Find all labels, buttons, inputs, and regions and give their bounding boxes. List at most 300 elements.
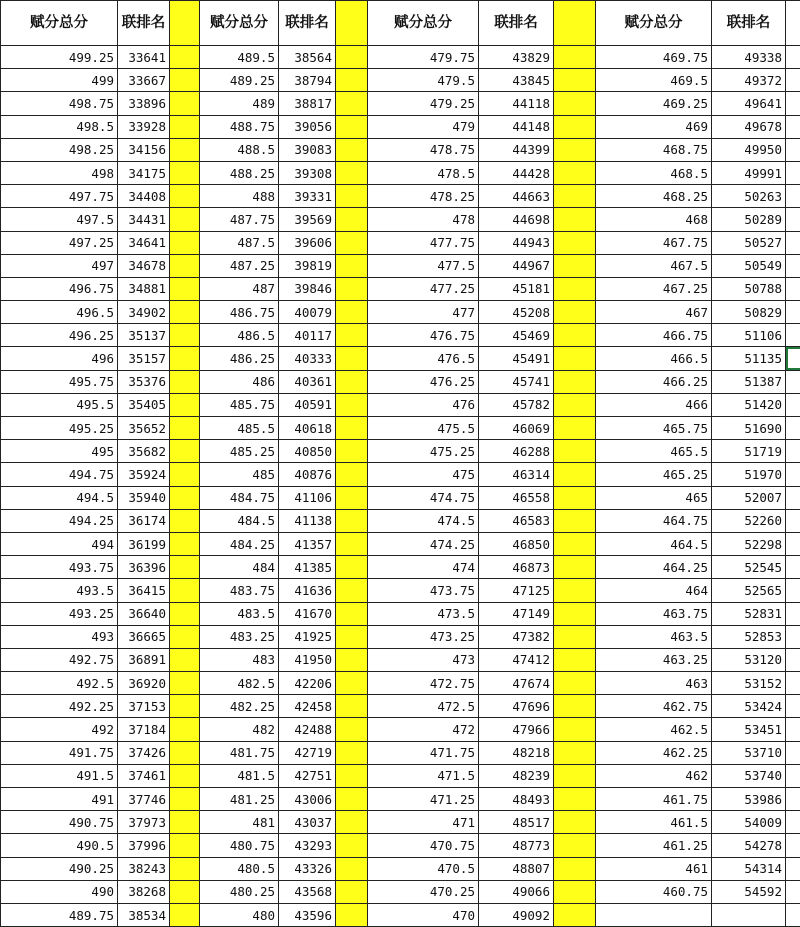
score-cell[interactable]: 464.5	[596, 532, 712, 555]
score-cell[interactable]: 467.5	[596, 254, 712, 277]
rank-cell[interactable]: 45208	[479, 301, 554, 324]
score-cell[interactable]: 479.5	[368, 69, 479, 92]
score-cell[interactable]: 474.75	[368, 486, 479, 509]
score-cell[interactable]: 492	[1, 718, 118, 741]
yellow-separator-cell[interactable]	[554, 46, 596, 69]
rank-cell[interactable]: 47149	[479, 602, 554, 625]
rank-cell[interactable]: 40079	[279, 301, 336, 324]
rank-cell[interactable]	[712, 903, 786, 926]
yellow-separator-cell[interactable]	[554, 532, 596, 555]
score-cell[interactable]: 467	[596, 301, 712, 324]
score-cell[interactable]: 484	[200, 556, 279, 579]
score-cell[interactable]: 495.75	[1, 370, 118, 393]
score-cell[interactable]: 478	[368, 208, 479, 231]
score-cell[interactable]: 485	[200, 463, 279, 486]
rank-cell[interactable]: 48517	[479, 811, 554, 834]
yellow-separator-cell[interactable]	[336, 672, 368, 695]
score-cell[interactable]: 483.25	[200, 625, 279, 648]
rank-cell[interactable]: 39308	[279, 161, 336, 184]
rank-cell[interactable]: 45782	[479, 393, 554, 416]
score-cell[interactable]: 477.5	[368, 254, 479, 277]
empty-cell[interactable]	[786, 718, 800, 741]
yellow-separator-cell[interactable]	[336, 92, 368, 115]
rank-cell[interactable]: 36396	[118, 556, 170, 579]
rank-cell[interactable]: 51719	[712, 440, 786, 463]
rank-cell[interactable]: 36199	[118, 532, 170, 555]
score-cell[interactable]: 478.5	[368, 161, 479, 184]
yellow-separator-cell[interactable]	[554, 486, 596, 509]
rank-cell[interactable]: 52545	[712, 556, 786, 579]
score-cell[interactable]: 469.75	[596, 46, 712, 69]
rank-cell[interactable]: 47674	[479, 672, 554, 695]
empty-cell[interactable]	[786, 811, 800, 834]
yellow-separator-column[interactable]	[170, 1, 200, 46]
score-cell[interactable]: 490.5	[1, 834, 118, 857]
rank-cell[interactable]: 40117	[279, 324, 336, 347]
rank-cell[interactable]: 35940	[118, 486, 170, 509]
rank-cell[interactable]: 51387	[712, 370, 786, 393]
yellow-separator-cell[interactable]	[170, 46, 200, 69]
rank-cell[interactable]: 48773	[479, 834, 554, 857]
score-cell[interactable]: 492.5	[1, 672, 118, 695]
yellow-separator-cell[interactable]	[554, 92, 596, 115]
rank-cell[interactable]: 54592	[712, 880, 786, 903]
rank-cell[interactable]: 52007	[712, 486, 786, 509]
score-cell[interactable]: 499.25	[1, 46, 118, 69]
rank-cell[interactable]: 43596	[279, 903, 336, 926]
rank-cell[interactable]: 46850	[479, 532, 554, 555]
score-cell[interactable]: 475	[368, 463, 479, 486]
rank-cell[interactable]: 34408	[118, 185, 170, 208]
rank-cell[interactable]: 42719	[279, 741, 336, 764]
yellow-separator-cell[interactable]	[170, 115, 200, 138]
yellow-separator-cell[interactable]	[170, 69, 200, 92]
header-score-col-1[interactable]: 赋分总分	[1, 1, 118, 46]
rank-cell[interactable]: 36665	[118, 625, 170, 648]
yellow-separator-cell[interactable]	[336, 46, 368, 69]
rank-cell[interactable]: 41385	[279, 556, 336, 579]
rank-cell[interactable]: 43845	[479, 69, 554, 92]
rank-cell[interactable]: 39056	[279, 115, 336, 138]
yellow-separator-cell[interactable]	[554, 393, 596, 416]
rank-cell[interactable]: 46558	[479, 486, 554, 509]
empty-cell[interactable]	[786, 92, 800, 115]
score-cell[interactable]: 494.5	[1, 486, 118, 509]
score-cell[interactable]: 466.75	[596, 324, 712, 347]
yellow-separator-cell[interactable]	[170, 324, 200, 347]
yellow-separator-cell[interactable]	[336, 834, 368, 857]
yellow-separator-cell[interactable]	[336, 440, 368, 463]
yellow-separator-cell[interactable]	[554, 741, 596, 764]
rank-cell[interactable]: 49372	[712, 69, 786, 92]
rank-cell[interactable]: 49950	[712, 138, 786, 161]
yellow-separator-cell[interactable]	[554, 440, 596, 463]
yellow-separator-cell[interactable]	[170, 880, 200, 903]
score-cell[interactable]: 486.75	[200, 301, 279, 324]
empty-cell[interactable]	[786, 161, 800, 184]
rank-cell[interactable]: 34431	[118, 208, 170, 231]
rank-cell[interactable]: 33641	[118, 46, 170, 69]
rank-cell[interactable]: 37153	[118, 695, 170, 718]
rank-cell[interactable]: 52831	[712, 602, 786, 625]
score-cell[interactable]: 468.75	[596, 138, 712, 161]
score-cell[interactable]: 494.75	[1, 463, 118, 486]
score-cell[interactable]: 471.25	[368, 788, 479, 811]
yellow-separator-cell[interactable]	[170, 672, 200, 695]
score-cell[interactable]	[596, 903, 712, 926]
yellow-separator-cell[interactable]	[170, 185, 200, 208]
rank-cell[interactable]: 46288	[479, 440, 554, 463]
score-cell[interactable]: 466.5	[596, 347, 712, 370]
score-cell[interactable]: 491.5	[1, 764, 118, 787]
yellow-separator-cell[interactable]	[554, 115, 596, 138]
empty-cell[interactable]	[786, 741, 800, 764]
score-cell[interactable]: 463	[596, 672, 712, 695]
yellow-separator-cell[interactable]	[170, 834, 200, 857]
rank-cell[interactable]: 49991	[712, 161, 786, 184]
yellow-separator-cell[interactable]	[554, 857, 596, 880]
score-cell[interactable]: 473	[368, 648, 479, 671]
score-cell[interactable]: 479	[368, 115, 479, 138]
rank-cell[interactable]: 50788	[712, 277, 786, 300]
score-cell[interactable]: 470.75	[368, 834, 479, 857]
rank-cell[interactable]: 33667	[118, 69, 170, 92]
header-rank-col-1[interactable]: 联排名	[118, 1, 170, 46]
yellow-separator-cell[interactable]	[554, 788, 596, 811]
rank-cell[interactable]: 50549	[712, 254, 786, 277]
score-cell[interactable]: 461.5	[596, 811, 712, 834]
score-cell[interactable]: 465.5	[596, 440, 712, 463]
score-cell[interactable]: 480	[200, 903, 279, 926]
score-cell[interactable]: 488	[200, 185, 279, 208]
score-cell[interactable]: 487	[200, 277, 279, 300]
rank-cell[interactable]: 43037	[279, 811, 336, 834]
rank-cell[interactable]: 51135	[712, 347, 786, 370]
rank-cell[interactable]: 36920	[118, 672, 170, 695]
yellow-separator-cell[interactable]	[336, 208, 368, 231]
score-cell[interactable]: 478.25	[368, 185, 479, 208]
score-cell[interactable]: 481.25	[200, 788, 279, 811]
yellow-separator-cell[interactable]	[336, 625, 368, 648]
score-cell[interactable]: 481	[200, 811, 279, 834]
rank-cell[interactable]: 49641	[712, 92, 786, 115]
score-cell[interactable]: 474.25	[368, 532, 479, 555]
rank-cell[interactable]: 36174	[118, 509, 170, 532]
yellow-separator-cell[interactable]	[554, 903, 596, 926]
rank-cell[interactable]: 51106	[712, 324, 786, 347]
yellow-separator-cell[interactable]	[554, 254, 596, 277]
yellow-separator-cell[interactable]	[336, 185, 368, 208]
rank-cell[interactable]: 42751	[279, 764, 336, 787]
score-cell[interactable]: 469.5	[596, 69, 712, 92]
score-cell[interactable]: 494.25	[1, 509, 118, 532]
yellow-separator-cell[interactable]	[336, 880, 368, 903]
empty-cell[interactable]	[786, 138, 800, 161]
empty-cell[interactable]	[786, 880, 800, 903]
score-cell[interactable]: 466.25	[596, 370, 712, 393]
rank-cell[interactable]: 35157	[118, 347, 170, 370]
score-cell[interactable]: 485.25	[200, 440, 279, 463]
empty-cell[interactable]	[786, 834, 800, 857]
rank-cell[interactable]: 35924	[118, 463, 170, 486]
rank-cell[interactable]: 35682	[118, 440, 170, 463]
rank-cell[interactable]: 47382	[479, 625, 554, 648]
score-cell[interactable]: 471.5	[368, 764, 479, 787]
rank-cell[interactable]: 45181	[479, 277, 554, 300]
yellow-separator-cell[interactable]	[170, 579, 200, 602]
yellow-separator-cell[interactable]	[170, 509, 200, 532]
yellow-separator-cell[interactable]	[170, 625, 200, 648]
score-cell[interactable]: 468.25	[596, 185, 712, 208]
rank-cell[interactable]: 54314	[712, 857, 786, 880]
score-cell[interactable]: 460.75	[596, 880, 712, 903]
rank-cell[interactable]: 43568	[279, 880, 336, 903]
yellow-separator-cell[interactable]	[336, 648, 368, 671]
score-cell[interactable]: 477	[368, 301, 479, 324]
header-rank-col-2[interactable]: 联排名	[279, 1, 336, 46]
score-cell[interactable]: 486.25	[200, 347, 279, 370]
rank-cell[interactable]: 48239	[479, 764, 554, 787]
header-rank-col-4[interactable]: 联排名	[712, 1, 786, 46]
rank-cell[interactable]: 37973	[118, 811, 170, 834]
score-cell[interactable]: 470	[368, 903, 479, 926]
score-cell[interactable]: 476.25	[368, 370, 479, 393]
rank-cell[interactable]: 40850	[279, 440, 336, 463]
rank-cell[interactable]: 49678	[712, 115, 786, 138]
empty-cell[interactable]	[786, 46, 800, 69]
rank-cell[interactable]: 38534	[118, 903, 170, 926]
yellow-separator-cell[interactable]	[336, 254, 368, 277]
score-cell[interactable]: 476.5	[368, 347, 479, 370]
yellow-separator-cell[interactable]	[554, 648, 596, 671]
score-cell[interactable]: 499	[1, 69, 118, 92]
score-cell[interactable]: 474.5	[368, 509, 479, 532]
score-cell[interactable]: 484.25	[200, 532, 279, 555]
score-cell[interactable]: 491	[1, 788, 118, 811]
yellow-separator-cell[interactable]	[554, 370, 596, 393]
score-cell[interactable]: 487.75	[200, 208, 279, 231]
score-cell[interactable]: 495.25	[1, 417, 118, 440]
score-cell[interactable]: 487.5	[200, 231, 279, 254]
rank-cell[interactable]: 34175	[118, 161, 170, 184]
score-cell[interactable]: 470.25	[368, 880, 479, 903]
rank-cell[interactable]: 35405	[118, 393, 170, 416]
score-cell[interactable]: 497.5	[1, 208, 118, 231]
yellow-separator-cell[interactable]	[170, 417, 200, 440]
yellow-separator-cell[interactable]	[554, 579, 596, 602]
score-cell[interactable]: 490.75	[1, 811, 118, 834]
rank-cell[interactable]: 44399	[479, 138, 554, 161]
yellow-separator-cell[interactable]	[336, 903, 368, 926]
rank-cell[interactable]: 49066	[479, 880, 554, 903]
score-cell[interactable]: 496.75	[1, 277, 118, 300]
rank-cell[interactable]: 52853	[712, 625, 786, 648]
score-cell[interactable]: 498.25	[1, 138, 118, 161]
rank-cell[interactable]: 52565	[712, 579, 786, 602]
yellow-separator-cell[interactable]	[554, 277, 596, 300]
empty-cell[interactable]	[786, 509, 800, 532]
rank-cell[interactable]: 44118	[479, 92, 554, 115]
score-cell[interactable]: 481.75	[200, 741, 279, 764]
rank-cell[interactable]: 37184	[118, 718, 170, 741]
score-cell[interactable]: 477.75	[368, 231, 479, 254]
yellow-separator-cell[interactable]	[336, 324, 368, 347]
yellow-separator-cell[interactable]	[554, 672, 596, 695]
score-cell[interactable]: 495.5	[1, 393, 118, 416]
rank-cell[interactable]: 48218	[479, 741, 554, 764]
rank-cell[interactable]: 49092	[479, 903, 554, 926]
score-cell[interactable]: 496.25	[1, 324, 118, 347]
rank-cell[interactable]: 44698	[479, 208, 554, 231]
score-cell[interactable]: 480.5	[200, 857, 279, 880]
score-cell[interactable]: 474	[368, 556, 479, 579]
rank-cell[interactable]: 44428	[479, 161, 554, 184]
empty-cell[interactable]	[786, 764, 800, 787]
yellow-separator-cell[interactable]	[336, 579, 368, 602]
score-cell[interactable]: 464.75	[596, 509, 712, 532]
score-cell[interactable]: 467.25	[596, 277, 712, 300]
score-cell[interactable]: 483	[200, 648, 279, 671]
yellow-separator-cell[interactable]	[170, 532, 200, 555]
score-cell[interactable]: 462.75	[596, 695, 712, 718]
yellow-separator-cell[interactable]	[170, 347, 200, 370]
empty-cell[interactable]	[786, 695, 800, 718]
rank-cell[interactable]: 51420	[712, 393, 786, 416]
score-cell[interactable]: 473.75	[368, 579, 479, 602]
score-cell[interactable]: 493.5	[1, 579, 118, 602]
rank-cell[interactable]: 41106	[279, 486, 336, 509]
rank-cell[interactable]: 38564	[279, 46, 336, 69]
score-cell[interactable]: 476	[368, 393, 479, 416]
yellow-separator-cell[interactable]	[554, 463, 596, 486]
yellow-separator-cell[interactable]	[336, 393, 368, 416]
rank-cell[interactable]: 43829	[479, 46, 554, 69]
yellow-separator-cell[interactable]	[554, 301, 596, 324]
rank-cell[interactable]: 51690	[712, 417, 786, 440]
yellow-separator-cell[interactable]	[554, 834, 596, 857]
score-cell[interactable]: 498.5	[1, 115, 118, 138]
yellow-separator-cell[interactable]	[336, 370, 368, 393]
empty-cell[interactable]	[786, 393, 800, 416]
selected-cell[interactable]	[786, 347, 800, 370]
rank-cell[interactable]: 42488	[279, 718, 336, 741]
yellow-separator-cell[interactable]	[336, 857, 368, 880]
empty-cell[interactable]	[786, 648, 800, 671]
score-cell[interactable]: 477.25	[368, 277, 479, 300]
score-cell[interactable]: 490.25	[1, 857, 118, 880]
yellow-separator-cell[interactable]	[554, 185, 596, 208]
rank-cell[interactable]: 35652	[118, 417, 170, 440]
yellow-separator-cell[interactable]	[336, 695, 368, 718]
yellow-separator-cell[interactable]	[170, 92, 200, 115]
score-cell[interactable]: 461.75	[596, 788, 712, 811]
yellow-separator-cell[interactable]	[170, 486, 200, 509]
empty-cell[interactable]	[786, 115, 800, 138]
empty-cell[interactable]	[786, 788, 800, 811]
yellow-separator-cell[interactable]	[554, 880, 596, 903]
score-cell[interactable]: 461.25	[596, 834, 712, 857]
rank-cell[interactable]: 41950	[279, 648, 336, 671]
rank-cell[interactable]: 34902	[118, 301, 170, 324]
empty-cell[interactable]	[786, 857, 800, 880]
yellow-separator-cell[interactable]	[170, 903, 200, 926]
score-cell[interactable]: 462.5	[596, 718, 712, 741]
rank-cell[interactable]: 39083	[279, 138, 336, 161]
rank-cell[interactable]: 40591	[279, 393, 336, 416]
score-cell[interactable]: 464.25	[596, 556, 712, 579]
score-cell[interactable]: 497	[1, 254, 118, 277]
yellow-separator-cell[interactable]	[170, 440, 200, 463]
rank-cell[interactable]: 48493	[479, 788, 554, 811]
score-cell[interactable]: 496.5	[1, 301, 118, 324]
yellow-separator-cell[interactable]	[336, 811, 368, 834]
empty-cell[interactable]	[786, 69, 800, 92]
header-rank-col-3[interactable]: 联排名	[479, 1, 554, 46]
rank-cell[interactable]: 53424	[712, 695, 786, 718]
header-score-col-4[interactable]: 赋分总分	[596, 1, 712, 46]
yellow-separator-cell[interactable]	[554, 417, 596, 440]
yellow-separator-cell[interactable]	[336, 556, 368, 579]
yellow-separator-cell[interactable]	[170, 138, 200, 161]
rank-cell[interactable]: 41357	[279, 532, 336, 555]
score-cell[interactable]: 482	[200, 718, 279, 741]
rank-cell[interactable]: 36891	[118, 648, 170, 671]
score-cell[interactable]: 485.75	[200, 393, 279, 416]
rank-cell[interactable]: 39846	[279, 277, 336, 300]
yellow-separator-cell[interactable]	[170, 463, 200, 486]
yellow-separator-cell[interactable]	[336, 741, 368, 764]
score-cell[interactable]: 497.25	[1, 231, 118, 254]
yellow-separator-cell[interactable]	[336, 486, 368, 509]
rank-cell[interactable]: 53710	[712, 741, 786, 764]
yellow-separator-cell[interactable]	[554, 811, 596, 834]
score-cell[interactable]: 479.75	[368, 46, 479, 69]
yellow-separator-cell[interactable]	[554, 161, 596, 184]
empty-cell[interactable]	[786, 625, 800, 648]
score-cell[interactable]: 472.5	[368, 695, 479, 718]
score-cell[interactable]: 464	[596, 579, 712, 602]
empty-cell[interactable]	[786, 463, 800, 486]
yellow-separator-cell[interactable]	[170, 788, 200, 811]
yellow-separator-cell[interactable]	[170, 602, 200, 625]
yellow-separator-cell[interactable]	[554, 695, 596, 718]
rank-cell[interactable]: 33896	[118, 92, 170, 115]
yellow-separator-cell[interactable]	[336, 532, 368, 555]
rank-cell[interactable]: 44148	[479, 115, 554, 138]
rank-cell[interactable]: 53120	[712, 648, 786, 671]
rank-cell[interactable]: 37996	[118, 834, 170, 857]
rank-cell[interactable]: 33928	[118, 115, 170, 138]
rank-cell[interactable]: 54278	[712, 834, 786, 857]
rank-cell[interactable]: 43326	[279, 857, 336, 880]
score-cell[interactable]: 483.75	[200, 579, 279, 602]
rank-cell[interactable]: 34881	[118, 277, 170, 300]
rank-cell[interactable]: 38268	[118, 880, 170, 903]
rank-cell[interactable]: 50527	[712, 231, 786, 254]
yellow-separator-cell[interactable]	[554, 602, 596, 625]
score-cell[interactable]: 482.25	[200, 695, 279, 718]
rank-cell[interactable]: 34678	[118, 254, 170, 277]
rank-cell[interactable]: 42458	[279, 695, 336, 718]
rank-cell[interactable]: 51970	[712, 463, 786, 486]
score-cell[interactable]: 494	[1, 532, 118, 555]
score-cell[interactable]: 480.25	[200, 880, 279, 903]
yellow-separator-cell[interactable]	[170, 393, 200, 416]
score-cell[interactable]: 486.5	[200, 324, 279, 347]
rank-cell[interactable]: 37746	[118, 788, 170, 811]
score-cell[interactable]: 463.75	[596, 602, 712, 625]
rank-cell[interactable]: 37461	[118, 764, 170, 787]
